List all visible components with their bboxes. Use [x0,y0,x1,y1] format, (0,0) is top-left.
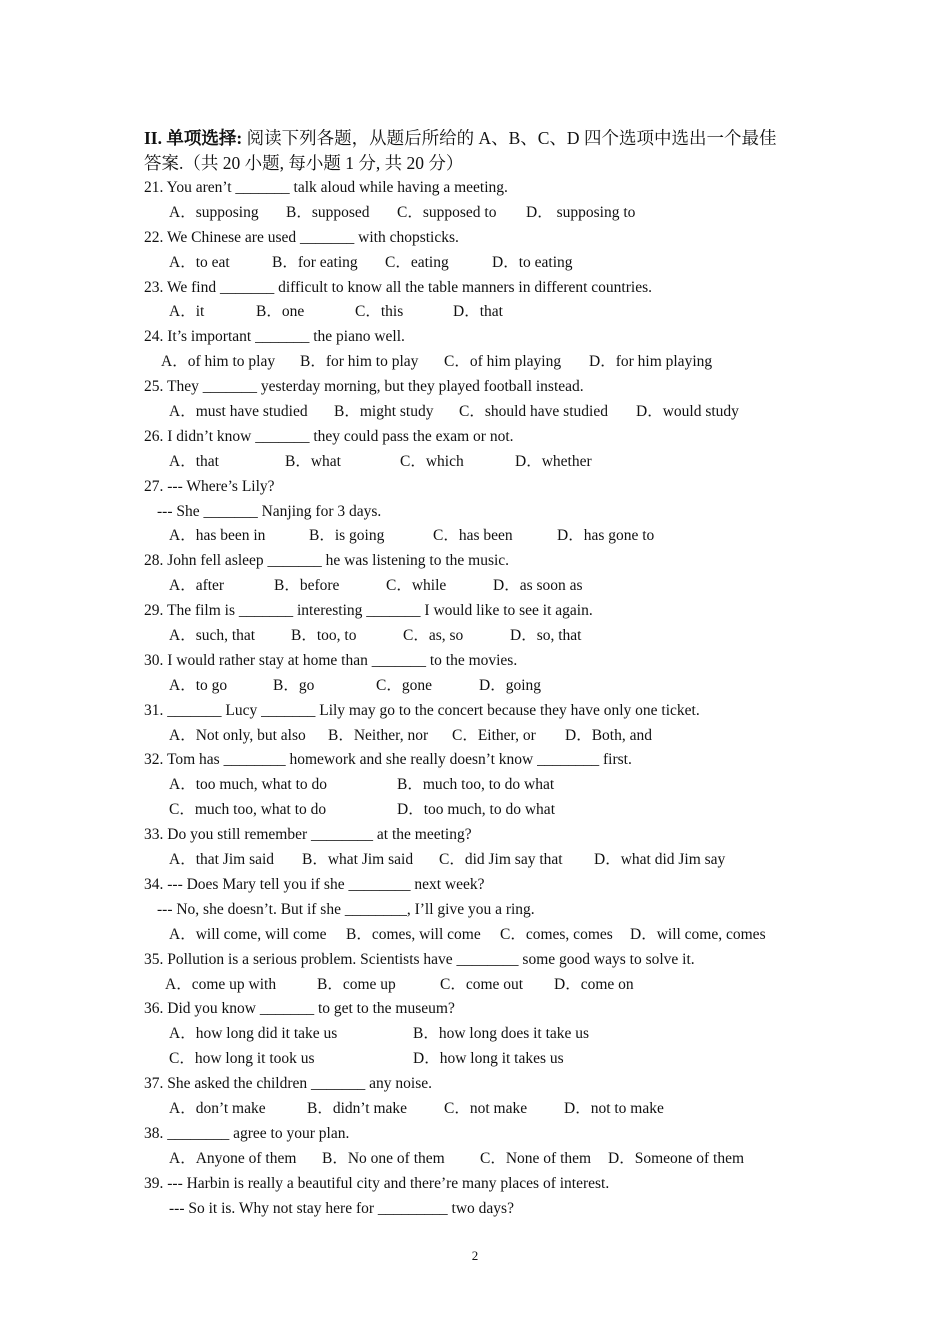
page-number: 2 [471,1248,479,1263]
option-row [144,674,824,699]
answer-option[interactable]: A．that Jim said [169,851,275,869]
answer-option[interactable]: D．has gone to [557,527,655,545]
question-stem: 35. Pollution is a serious problem. Scientists have ________ some good ways to solve it. [144,950,695,968]
answer-option[interactable]: B．come up [317,975,396,993]
answer-option[interactable]: A．too much, what to do [169,776,327,794]
option-row [144,400,824,425]
answer-option[interactable]: B．what Jim said [302,851,414,869]
answer-option[interactable]: B．for eating [272,253,358,271]
option-row [144,724,824,749]
option-row [144,798,824,823]
option-row [144,300,824,325]
answer-option[interactable]: C．not make [444,1099,528,1117]
question-stem: 21. You aren’t _______ talk aloud while having a meeting. [144,179,508,196]
answer-option[interactable]: B．how long does it take us [413,1025,590,1043]
question-stem-reply: --- She _______ Nanjing for 3 days. [157,502,382,520]
answer-option[interactable]: D．not to make [564,1099,664,1117]
answer-option[interactable]: A．supposing [169,203,259,221]
answer-option[interactable]: B．what [285,452,341,470]
question-stem-reply: --- No, she doesn’t. But if she ________, I’ll give you a ring. [157,900,535,918]
answer-option[interactable]: B．too, to [291,627,357,645]
question-stem: 24. It’s important _______ the piano well. [144,328,405,346]
answer-option[interactable]: C．which [400,452,464,470]
answer-option[interactable]: D．come on [554,975,634,993]
question-stem-reply: --- So it is. Why not stay here for _________ two days? [169,1199,514,1217]
option-row [144,350,824,375]
answer-option[interactable]: C．eating [385,253,449,271]
answer-option[interactable]: A．such, that [169,627,256,645]
question-stem: 36. Did you know _______ to get to the museum? [144,1000,455,1018]
question-stem: 34. --- Does Mary tell you if she ________ next week? [144,875,485,893]
answer-option[interactable]: D．would study [636,403,739,421]
answer-option[interactable]: D．will come, comes [630,925,766,943]
answer-option[interactable]: D．how long it takes us [413,1050,564,1068]
option-row [144,1097,824,1122]
answer-option[interactable]: D．for him playing [589,353,713,371]
answer-option[interactable]: A．must have studied [169,403,308,421]
answer-option[interactable]: D．to eating [492,253,573,271]
answer-option[interactable]: C．supposed to [397,203,497,221]
question-list [144,176,824,1221]
option-row [144,201,824,226]
option-row [144,251,824,276]
answer-option[interactable]: D．too much, to do what [397,801,555,819]
answer-option[interactable]: D．Someone of them [608,1149,745,1167]
question-stem: 25. They _______ yesterday morning, but they played football instead. [144,378,584,396]
question-stem: 33. Do you still remember ________ at the meeting? [144,826,472,844]
answer-option[interactable]: C．while [386,577,447,595]
answer-option[interactable]: B．before [274,577,340,595]
question-stem: 27. --- Where’s Lily? [144,477,275,495]
answer-option[interactable]: A．come up with [165,975,277,993]
answer-option[interactable]: C．this [355,303,404,321]
answer-option[interactable]: D． supposing to [526,203,636,221]
answer-option[interactable]: C．None of them [480,1149,592,1167]
answer-option[interactable]: C．should have studied [459,403,608,421]
answer-option[interactable]: A．Not only, but also [169,726,306,744]
question-stem: 23. We find _______ difficult to know all the table manners in different countries. [144,278,652,296]
answer-option[interactable]: A．how long did it take us [169,1025,338,1043]
question-stem: 39. --- Harbin is really a beautiful city and there’re many places of interest. [144,1174,610,1192]
answer-option[interactable]: B．for him to play [300,353,419,371]
option-row [144,524,824,549]
question-stem: 32. Tom has ________ homework and she really doesn’t know ________ first. [144,751,632,769]
question-stem: 37. She asked the children _______ any noise. [144,1075,432,1093]
answer-option[interactable]: C．much too, what to do [169,801,327,819]
option-row [144,923,824,948]
option-row [144,1047,824,1072]
answer-option[interactable]: C．did Jim say that [439,851,563,869]
section-title: II. 单项选择: [144,128,243,148]
answer-option[interactable]: D．going [479,676,542,694]
option-row [144,1022,824,1047]
answer-option[interactable]: D．so, that [510,627,582,645]
exam-page [144,126,824,1221]
answer-option[interactable]: A．that [169,452,219,470]
question-stem: 28. John fell asleep _______ he was listening to the music. [144,552,510,570]
answer-option[interactable]: A．it [169,303,205,321]
answer-option[interactable]: B．is going [309,527,385,545]
answer-option[interactable]: B．didn’t make [307,1099,408,1117]
answer-option[interactable]: B．might study [334,403,434,421]
answer-option[interactable]: D．what did Jim say [594,851,726,869]
question-stem: 29. The film is _______ interesting _______ I would like to see it again. [144,602,593,620]
answer-option[interactable]: B．supposed [286,203,370,221]
answer-option[interactable]: C．has been [433,527,513,545]
answer-option[interactable]: A．will come, will come [169,925,327,943]
question-stem: 31. _______ Lucy _______ Lily may go to the concert because they have only one ticket. [144,701,700,719]
answer-option[interactable]: B．Neither, nor [328,726,429,744]
answer-option[interactable]: C．comes, comes [500,925,613,943]
answer-option[interactable]: D．whether [515,452,592,470]
answer-option[interactable]: B．go [273,676,315,694]
section-instruction-cont: 答案.（共 20 小题, 每小题 1 分, 共 20 分） [144,153,464,173]
answer-option[interactable]: B．one [256,303,305,321]
answer-option[interactable]: D．as soon as [493,577,583,595]
answer-option[interactable]: B．much too, to do what [397,776,555,794]
option-row [144,450,824,475]
option-row [144,1147,824,1172]
answer-option[interactable]: A．to eat [169,253,230,271]
answer-option[interactable]: B．No one of them [322,1149,445,1167]
answer-option[interactable]: C．Either, or [452,726,536,744]
answer-option[interactable]: C．of him playing [444,353,562,371]
answer-option[interactable]: B．comes, will come [346,925,481,943]
answer-option[interactable]: A．Anyone of them [169,1149,297,1167]
answer-option[interactable]: C．come out [440,975,524,993]
answer-option[interactable]: D．Both, and [565,726,652,744]
answer-option[interactable]: A．of him to play [161,353,276,371]
option-row [144,624,824,649]
option-row [144,574,824,599]
answer-option[interactable]: C．as, so [403,627,464,645]
answer-option[interactable]: A．don’t make [169,1099,266,1117]
answer-option[interactable]: C．gone [376,676,432,694]
answer-option[interactable]: A．has been in [169,527,266,545]
option-row [144,848,824,873]
question-stem: 26. I didn’t know _______ they could pass the exam or not. [144,427,514,445]
option-row [144,773,824,798]
answer-option[interactable]: D．that [453,303,503,321]
answer-option[interactable]: A．after [169,577,225,595]
answer-option[interactable]: A．to go [169,676,228,694]
question-stem: 22. We Chinese are used _______ with chopsticks. [144,228,459,246]
section-heading [144,126,824,151]
question-stem: 30. I would rather stay at home than _______ to the movies. [144,651,518,669]
section-instruction: 阅读下列各题，从题后所给的 A、B、C、D 四个选项中选出一个最佳 [242,128,777,148]
answer-option[interactable]: C．how long it took us [169,1050,315,1068]
question-stem: 38. ________ agree to your plan. [144,1124,350,1142]
option-row [144,973,824,998]
